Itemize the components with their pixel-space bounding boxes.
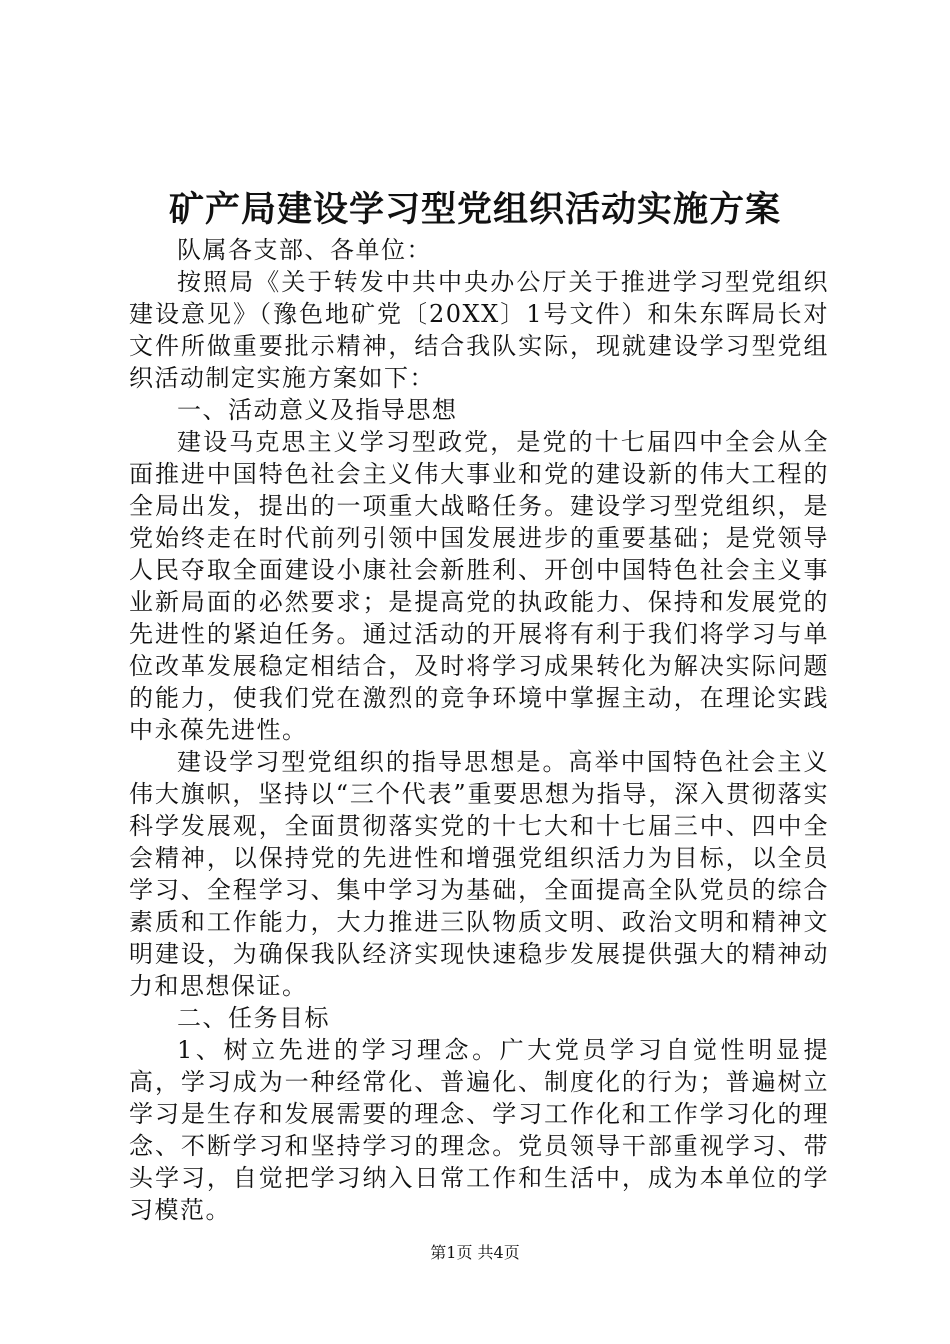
page-number-footer: 第1页 共4页 [430,1243,520,1262]
section-heading-2: 二、任务目标 [177,1004,330,1032]
intro-paragraph: 按照局《关于转发中共中央办公厅关于推进学习型党组织建设意见》（豫色地矿党〔20XX〕1号文件）和朱东晖局长对文件所做重要批示精神，结合我队实际，现就建设学习型党组织活动制定实施方案如下： [129,268,829,392]
body-paragraph: 1、树立先进的学习理念。广大党员学习自觉性明显提高，学习成为一种经常化、普遍化、制度化的行为；普遍树立学习是生存和发展需要的理念、学习工作化和工作学习化的理念、不断学习和坚持学习的理念。党员领导干部重视学习、带头学习，自觉把学习纳入日常工作和生活中，成为本单位的学习模范。 [129,1036,829,1224]
document-body [129,234,829,1226]
section-heading-1: 一、活动意义及指导思想 [177,396,458,424]
document-title: 矿产局建设学习型党组织活动实施方案 [168,189,781,230]
body-paragraph: 建设马克思主义学习型政党，是党的十七届四中全会从全面推进中国特色社会主义伟大事业和党的建设新的伟大工程的全局出发，提出的一项重大战略任务。建设学习型党组织，是党始终走在时代前列引领中国发展进步的重要基础；是党领导人民夺取全面建设小康社会新胜利、开创中国特色社会主义事业新局面的必然要求；是提高党的执政能力、保持和发展党的先进性的紧迫任务。通过活动的开展将有利于我们将学习与单位改革发展稳定相结合，及时将学习成果转化为解决实际问题的能力，使我们党在激烈的竞争环境中掌握主动，在理论实践中永葆先进性。 [129,428,829,744]
salutation-paragraph: 队属各支部、各单位： [177,236,432,264]
body-paragraph: 建设学习型党组织的指导思想是。高举中国特色社会主义伟大旗帜，坚持以“三个代表”重要思想为指导，深入贯彻落实科学发展观，全面贯彻落实党的十七大和十七届三中、四中全会精神，以保持党的先进性和增强党组织活力为目标，以全员学习、全程学习、集中学习为基础，全面提高全队党员的综合素质和工作能力，大力推进三队物质文明、政治文明和精神文明建设，为确保我队经济实现快速稳步发展提供强大的精神动力和思想保证。 [129,748,829,1000]
